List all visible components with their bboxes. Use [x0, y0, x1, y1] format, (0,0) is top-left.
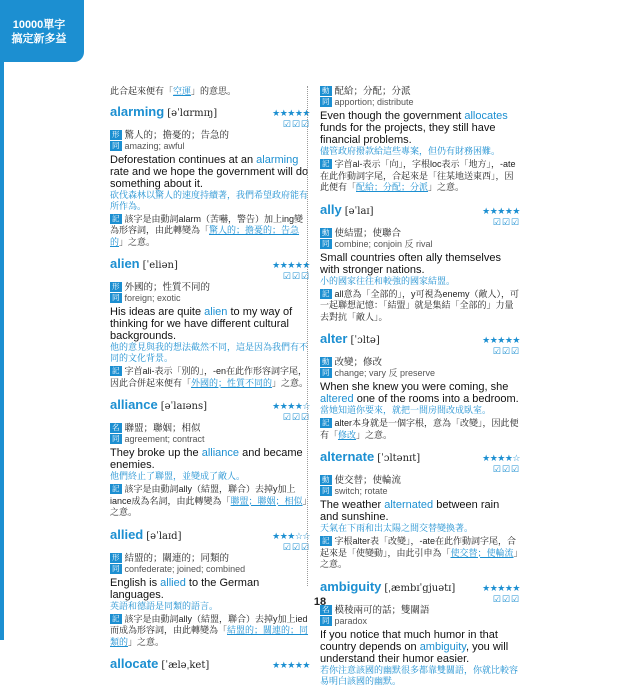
example-sentence: The weather alternated between rain and sunshine. [320, 499, 500, 523]
example-translation: 他的意見與我的想法截然不同，這是因為我們有不同的文化背景。 [110, 342, 309, 363]
zh-def: 結盟的；關連的；同類的 [124, 552, 230, 564]
star-rating-icon: ★★★★☆ [272, 401, 310, 411]
entry-head [110, 526, 310, 542]
entry-head [320, 578, 520, 594]
memory-note: 記 該字是由動詞ally（結盟，聯合）去掉y加上ied而成為形容詞，由此轉變為「結盟的；關連的；同類的」之意。 [110, 613, 309, 647]
pos-label: 形 [112, 129, 120, 139]
memory-note: 記 alter本身就是一個字根，意為「改變」，因此便有「修改」之意。 [320, 418, 519, 440]
phonetic: [əˈlaɪd] [146, 530, 182, 542]
phonetic: [ˈɔltənɪt] [377, 453, 421, 464]
page-number: 18 [313, 596, 327, 608]
zh-def: 配給；分配；分派 [334, 86, 411, 97]
en-def: agreement; contract [124, 434, 205, 444]
zh-def: 驚人的；擔憂的；告急的 [124, 129, 230, 141]
example-translation: 若你注意該國的幽默很多都靠雙關語，你就比較容易明白該國的幽默。 [320, 664, 519, 686]
memory-note: 記 all意為「全部的」，y可視為enemy（敵人），可一起聯想記憶：「結盟」就是集結「全部的」力量去對抗「敵人」。 [320, 288, 520, 322]
syn-label: 同 [322, 97, 330, 106]
star-rating-icon: ★★★★☆ [482, 453, 520, 463]
entry-head [110, 658, 310, 671]
entry-allocate [110, 658, 310, 671]
star-rating-icon: ★★★★★ [272, 660, 310, 670]
example-translation: 儘管政府撥款給這些專案，但仍有財務困難。 [320, 146, 501, 156]
checkbox-icon[interactable]: ☑☑☑ [282, 118, 310, 129]
entry-head [320, 333, 520, 346]
en-def: combine; conjoin 反 rival [334, 238, 433, 249]
en-def: apportion; distribute [334, 97, 414, 107]
sidebar-stripe [0, 62, 4, 640]
en-def: confederate; joined; combined [124, 563, 246, 574]
entry-alter [320, 333, 520, 441]
entry-head [320, 201, 520, 217]
example-translation: 小的國家往往和較強的國家結盟。 [320, 275, 456, 286]
memory-note: 記 字首al-表示「向」，字根loc表示「地方」，-ate在此作動詞字尾，合起來是「往某地送東西」，因此便有「配給；分配；分派」之意。 [320, 159, 516, 192]
entry-head [110, 399, 310, 412]
star-rating-icon: ★★★★★ [482, 582, 520, 593]
entry-alliance [110, 399, 310, 519]
syn-label: 同 [112, 434, 120, 443]
intro-link: 空運 [173, 86, 192, 96]
entry-allied [110, 526, 310, 649]
syn-label: 同 [322, 368, 330, 377]
star-rating-icon: ★★★☆☆ [272, 530, 310, 541]
checkbox-icon[interactable]: ☑☑☑ [282, 412, 310, 422]
headword: alternate [320, 449, 375, 464]
star-rating-icon: ★★★★★ [272, 107, 310, 118]
zh-def: 模稜兩可的話；雙關語 [334, 604, 430, 616]
entry-ally [320, 201, 520, 324]
example-sentence: English is allied to the German languages. [110, 576, 260, 601]
entry-alternate [320, 451, 520, 571]
zh-def: 使結盟；使聯合 [334, 227, 402, 239]
syn-label: 同 [322, 238, 330, 248]
pos-label: 動 [322, 227, 330, 237]
zh-def: 聯盟；聯姻；相似 [124, 423, 201, 434]
en-def: switch; rotate [334, 486, 388, 496]
syn-label: 同 [322, 486, 330, 495]
entry-head [110, 258, 310, 271]
zh-def: 外國的；性質不同的 [124, 282, 211, 293]
badge-line2: 搞定新多益 [11, 33, 67, 45]
phonetic: [ˈeliən] [142, 260, 178, 271]
syn-label: 同 [322, 615, 330, 625]
memory-note: 記 該字是由動詞alarm（苦嚇，警告）加上ing變為形容詞，由此轉變為「驚人的；擔憂的；告急的」之意。 [110, 213, 304, 247]
pos-label: 名 [322, 604, 330, 614]
checkbox-icon[interactable]: ☑☑☑ [492, 593, 520, 604]
example-sentence: They broke up the alliance and became enemies. [110, 447, 303, 471]
example-sentence: If you notice that much humor in that country depends on ambiguity, you will understand their humor easier. [320, 628, 509, 665]
intro-post: 」的意思。 [191, 86, 237, 96]
sidebar [0, 0, 84, 640]
intro-line [110, 86, 310, 98]
en-def: amazing; awful [124, 140, 185, 151]
en-def: paradox [334, 615, 368, 626]
memory-note: 記 字首ali-表示「別的」，-en在此作形容詞字尾，因此合併起來便有「外國的；性質不同的」之意。 [110, 366, 309, 388]
headword: alien [110, 256, 140, 271]
zh-def: 使交替；使輪流 [334, 475, 402, 486]
entry-continuation [320, 86, 520, 194]
example-translation: 英語和德語是同類的語言。 [110, 600, 219, 611]
memory-note: 記 該字是由動詞ally（結盟，聯合）去掉y加上iance成為名詞，由此轉變為「聯盟；聯姻；相似」之意。 [110, 484, 308, 517]
phonetic: [ˈæləˌket] [161, 660, 210, 671]
example-sentence: His ideas are quite alien to my way of thinking for we have different cultural backgrounds. [110, 306, 293, 342]
left-column [110, 86, 310, 681]
example-sentence: Deforestation continues at an alarming rate and we hope the government will do something about it. [110, 153, 309, 190]
checkbox-icon[interactable]: ☑☑☑ [282, 271, 310, 281]
intro-pre: 此合起來便有「 [110, 86, 174, 96]
phonetic: [ˌæmbɪˈgjuətɪ] [384, 582, 456, 594]
checkbox-icon[interactable]: ☑☑☑ [492, 216, 520, 227]
phonetic: [əˈlaɪəns] [160, 401, 208, 412]
headword: ally [320, 201, 342, 217]
memory-note: 記 字根alter表「改變」，-ate在此作動詞字尾，合起來是「使變動」，由此引申為「使交替；使輪流」之意。 [320, 536, 519, 569]
star-rating-icon: ★★★★★ [482, 335, 520, 345]
checkbox-icon[interactable]: ☑☑☑ [282, 541, 310, 552]
example-sentence: Small countries often ally themselves with stronger nations. [320, 251, 501, 276]
headword: alarming [110, 103, 165, 119]
phonetic: [əˈlɑrmɪŋ] [167, 107, 218, 119]
checkbox-icon[interactable]: ☑☑☑ [492, 464, 520, 474]
badge-line1: 10000單字 [12, 19, 66, 31]
pos-label: 動 [322, 357, 330, 366]
entry-alien [110, 258, 310, 389]
book-title-badge [0, 0, 84, 62]
pos-label: 動 [322, 475, 330, 484]
headword: alter [320, 331, 348, 346]
example-sentence: Even though the government allocates funds for the projects, they still have financial problems. [320, 110, 508, 146]
phonetic: [ˈɔltə] [350, 335, 380, 346]
syn-label: 同 [112, 140, 120, 150]
entry-head [320, 451, 520, 464]
column-divider [307, 86, 308, 586]
syn-label: 同 [112, 563, 120, 573]
example-sentence: When she knew you were coming, she altered one of the rooms into a bedroom. [320, 381, 519, 405]
zh-def: 改變；修改 [334, 357, 383, 368]
star-rating-icon: ★★★★★ [272, 260, 310, 270]
headword: allocate [110, 656, 159, 671]
en-def: foreign; exotic [124, 293, 181, 303]
pos-label: 動 [322, 86, 330, 95]
pos-label: 形 [112, 282, 120, 291]
headword: alliance [110, 397, 158, 412]
headword: ambiguity [320, 578, 382, 594]
pos-label: 名 [112, 423, 120, 432]
example-translation: 當她知道你要來，就把一間房間改成臥室。 [320, 405, 492, 415]
star-rating-icon: ★★★★★ [482, 205, 520, 216]
phonetic: [əˈlaɪ] [344, 205, 374, 217]
entry-alarming [110, 103, 310, 249]
headword: allied [110, 526, 144, 542]
pos-label: 形 [112, 552, 120, 562]
example-translation: 砍伐森林以驚人的速度持續著，我們希望政府能有所作為。 [110, 189, 309, 211]
en-def: change; vary 反 preserve [334, 368, 436, 378]
syn-label: 同 [112, 293, 120, 302]
example-translation: 天氣在下雨和出太陽之間交替變換著。 [320, 523, 474, 533]
entry-head [110, 103, 310, 119]
example-translation: 他們終止了聯盟，並變成了敵人。 [110, 471, 246, 481]
checkbox-icon[interactable]: ☑☑☑ [492, 346, 520, 356]
